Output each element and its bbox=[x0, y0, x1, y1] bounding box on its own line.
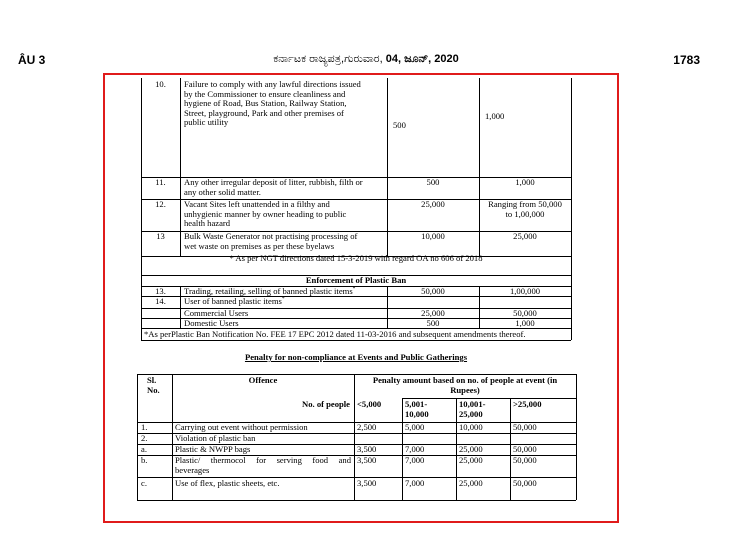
row-number: b. bbox=[141, 455, 148, 465]
table-rule bbox=[402, 398, 403, 500]
offence-text: Trading, retailing, selling of banned plastic items* bbox=[184, 286, 356, 296]
page-number: 1783 bbox=[673, 53, 700, 67]
plastic-ban-heading: Enforcement of Plastic Ban bbox=[305, 275, 407, 285]
offence-text: by the Commissioner to ensure cleanliness and bbox=[184, 88, 346, 99]
offence-text: Violation of plastic ban bbox=[175, 433, 256, 443]
penalty-subsequent: 25,000 bbox=[513, 231, 537, 241]
people-bracket: <5,000 bbox=[357, 399, 382, 409]
table-rule bbox=[571, 78, 572, 275]
events-penalty-title: Penalty for non-compliance at Events and Public Gatherings bbox=[244, 352, 468, 362]
col-sl-no: No. bbox=[147, 385, 160, 395]
offence-text: Use of flex, plastic sheets, etc. bbox=[175, 478, 280, 488]
asterisk-marker: * bbox=[352, 286, 356, 293]
row-number: 13. bbox=[155, 286, 166, 296]
table-rule bbox=[571, 275, 572, 340]
offence-text: Street, playground, Park and other premises of bbox=[184, 107, 344, 118]
plastic-ban-note: *As perPlastic Ban Notification No. FEE 17 EPC 2012 dated 11-03-2016 and subsequent amendments thereof. bbox=[144, 329, 526, 339]
table-rule bbox=[456, 398, 457, 500]
offence-text: wet waste on premises as per these byelaws bbox=[184, 240, 335, 251]
offence-text: Plastic/ thermocol for serving food and bbox=[175, 455, 351, 465]
offence-text: Failure to comply with any lawful directions issued bbox=[184, 79, 361, 89]
penalty-first: 25,000 bbox=[421, 308, 445, 318]
row-number: c. bbox=[141, 478, 147, 488]
table-rule bbox=[141, 78, 142, 275]
offence-text: health hazard bbox=[184, 218, 231, 229]
penalty-amount: 10,000 bbox=[459, 422, 483, 432]
row-number: a. bbox=[141, 444, 147, 454]
table-rule bbox=[479, 78, 480, 256]
table-rule bbox=[141, 340, 571, 341]
penalty-first: 500 bbox=[393, 120, 406, 130]
table-rule bbox=[172, 374, 173, 500]
row-number: 12. bbox=[155, 199, 166, 209]
penalty-amount: 25,000 bbox=[459, 455, 483, 465]
table-rule bbox=[576, 374, 577, 500]
penalty-amount: 3,500 bbox=[357, 444, 377, 454]
row-number: 1. bbox=[141, 422, 148, 432]
penalty-amount: 7,000 bbox=[405, 444, 425, 454]
row-number: 2. bbox=[141, 433, 148, 443]
penalty-amount: 50,000 bbox=[513, 422, 537, 432]
people-bracket: >25,000 bbox=[513, 399, 542, 409]
people-bracket: 10,001- bbox=[459, 399, 486, 409]
offence-text: public utility bbox=[184, 117, 229, 128]
ngt-note: * As per NGT directions dated 15-3-2019 with regard OA no 606 of 2018 bbox=[229, 253, 483, 263]
col-penalty-amount: Penalty amount based on no. of people at event (in bbox=[372, 375, 558, 385]
penalty-first: 50,000 bbox=[421, 286, 445, 296]
table-rule bbox=[510, 398, 511, 500]
row-number: 11. bbox=[155, 177, 166, 187]
penalty-subsequent: 1,000 bbox=[485, 111, 505, 121]
offence-text: User of banned plastic items* bbox=[184, 296, 285, 306]
offence-text: Any other irregular deposit of litter, rubbish, filth or bbox=[184, 177, 363, 187]
offence-text: Vacant Sites left unattended in a filthy and bbox=[184, 199, 330, 209]
offence-text: Plastic & NWPP bags bbox=[175, 444, 251, 454]
people-bracket: 25,000 bbox=[459, 409, 483, 419]
table-rule bbox=[387, 78, 388, 256]
penalty-first: 500 bbox=[426, 318, 440, 328]
penalty-subsequent: 50,000 bbox=[513, 308, 537, 318]
penalty-subsequent: 1,000 bbox=[515, 318, 535, 328]
col-offence: Offence bbox=[248, 375, 278, 385]
offence-text: any other solid matter. bbox=[184, 186, 261, 197]
penalty-first: 500 bbox=[426, 177, 440, 187]
table-rule bbox=[137, 374, 138, 500]
penalty-amount: 50,000 bbox=[513, 444, 537, 454]
penalty-amount: 2,500 bbox=[357, 422, 377, 432]
penalty-amount: 50,000 bbox=[513, 455, 537, 465]
penalty-subsequent: Ranging from 50,000 bbox=[488, 199, 562, 209]
table-rule bbox=[137, 500, 576, 501]
table-rule bbox=[180, 286, 181, 328]
row-number: 13 bbox=[156, 231, 165, 241]
penalty-amount: 7,000 bbox=[405, 478, 425, 488]
penalty-amount: 25,000 bbox=[459, 444, 483, 454]
col-penalty-amount: Rupees) bbox=[450, 385, 480, 395]
penalty-amount: 7,000 bbox=[405, 455, 425, 465]
table-rule bbox=[180, 78, 181, 256]
penalty-amount: 3,500 bbox=[357, 478, 377, 488]
asterisk-marker: * bbox=[281, 296, 285, 303]
gazette-header bbox=[0, 53, 732, 66]
offence-text: unhygienic manner by owner heading to public bbox=[184, 208, 347, 219]
penalty-amount: 25,000 bbox=[459, 478, 483, 488]
col-sl-no: Sl. bbox=[147, 375, 157, 385]
row-number: 14. bbox=[155, 296, 166, 306]
penalty-subsequent: 1,00,000 bbox=[509, 286, 541, 296]
penalty-amount: 3,500 bbox=[357, 455, 377, 465]
penalty-first: 25,000 bbox=[421, 199, 445, 209]
people-bracket: 10,000 bbox=[405, 409, 429, 419]
offence-text: Carrying out event without permission bbox=[175, 422, 308, 432]
offence-text: Bulk Waste Generator not practising processing of bbox=[184, 231, 358, 241]
gazette-date: 04, ಜೂನ್, 2020 bbox=[385, 53, 459, 65]
penalty-subsequent: to 1,00,000 bbox=[505, 209, 545, 219]
offence-text: Commercial Users bbox=[184, 308, 249, 318]
people-bracket: 5,001- bbox=[405, 399, 428, 409]
penalty-first: 10,000 bbox=[421, 231, 445, 241]
table-rule bbox=[402, 398, 576, 399]
penalty-amount: 50,000 bbox=[513, 478, 537, 488]
row-number: 10. bbox=[155, 79, 166, 89]
gazette-title: ಕರ್ನಾಟಕ ರಾಜ್ಯಪತ್ರ,ಗುರುವಾರ, bbox=[273, 53, 386, 65]
offence-text: hygiene of Road, Bus Station, Railway Station, bbox=[184, 98, 347, 109]
penalty-subsequent: 1,000 bbox=[515, 177, 535, 187]
penalty-amount: 5,000 bbox=[405, 422, 425, 432]
offence-text: Domestic Users bbox=[184, 318, 239, 328]
no-of-people-label: No. of people bbox=[302, 399, 350, 409]
offence-text: beverages bbox=[175, 464, 210, 475]
page-header-left: ÂU 3 bbox=[18, 53, 46, 67]
